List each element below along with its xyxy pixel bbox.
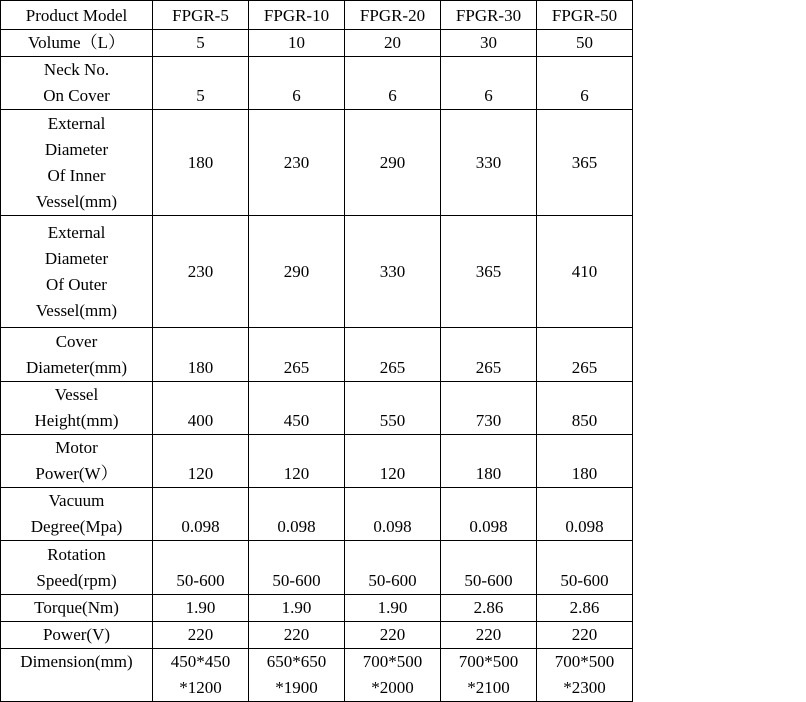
table-cell: 265	[345, 328, 441, 382]
table-cell: 220	[345, 622, 441, 649]
table-cell: 5	[153, 57, 249, 110]
table-cell: 2.86	[441, 595, 537, 622]
table-row	[1, 435, 633, 488]
table-cell: 450*450 *1200	[153, 649, 249, 702]
table-cell: 700*500 *2100	[441, 649, 537, 702]
header-cell-model: FPGR-10	[249, 1, 345, 30]
table-cell: 2.86	[537, 595, 633, 622]
table-cell: 0.098	[249, 488, 345, 541]
header-row	[1, 1, 633, 30]
table-cell: 330	[345, 216, 441, 328]
header-cell-model: FPGR-30	[441, 1, 537, 30]
table-cell: 220	[249, 622, 345, 649]
table-cell: 230	[153, 216, 249, 328]
table-cell: 180	[441, 435, 537, 488]
table-row	[1, 216, 633, 328]
table-row	[1, 488, 633, 541]
table-cell: 50-600	[153, 541, 249, 595]
table-cell: 5	[153, 30, 249, 57]
row-label: Dimension(mm)	[1, 649, 153, 702]
table-cell: 1.90	[153, 595, 249, 622]
table-cell: 410	[537, 216, 633, 328]
table-cell: 50-600	[345, 541, 441, 595]
table-cell: 230	[249, 110, 345, 216]
table-cell: 6	[441, 57, 537, 110]
row-label: External Diameter Of Inner Vessel(mm)	[1, 110, 153, 216]
header-cell-model: FPGR-50	[537, 1, 633, 30]
table-cell: 550	[345, 382, 441, 435]
table-cell: 50-600	[537, 541, 633, 595]
table-cell: 220	[441, 622, 537, 649]
header-cell-model: FPGR-5	[153, 1, 249, 30]
table-cell: 0.098	[153, 488, 249, 541]
table-row	[1, 328, 633, 382]
row-label: Vessel Height(mm)	[1, 382, 153, 435]
table-row	[1, 57, 633, 110]
table-cell: 265	[537, 328, 633, 382]
table-cell: 650*650 *1900	[249, 649, 345, 702]
table-cell: 290	[345, 110, 441, 216]
table-cell: 0.098	[537, 488, 633, 541]
table-cell: 6	[249, 57, 345, 110]
table-cell: 700*500 *2300	[537, 649, 633, 702]
table-cell: 365	[537, 110, 633, 216]
header-cell-model: FPGR-20	[345, 1, 441, 30]
row-label: External Diameter Of Outer Vessel(mm)	[1, 216, 153, 328]
table-row	[1, 622, 633, 649]
table-cell: 20	[345, 30, 441, 57]
table-cell: 450	[249, 382, 345, 435]
row-label: Volume（L）	[1, 30, 153, 57]
row-label: Motor Power(W）	[1, 435, 153, 488]
table-cell: 265	[249, 328, 345, 382]
table-cell: 730	[441, 382, 537, 435]
table-cell: 120	[153, 435, 249, 488]
table-cell: 30	[441, 30, 537, 57]
table-cell: 0.098	[345, 488, 441, 541]
table-cell: 700*500 *2000	[345, 649, 441, 702]
table-cell: 400	[153, 382, 249, 435]
row-label: Power(V)	[1, 622, 153, 649]
table-cell: 365	[441, 216, 537, 328]
table-cell: 6	[345, 57, 441, 110]
row-label: Rotation Speed(rpm)	[1, 541, 153, 595]
table-cell: 6	[537, 57, 633, 110]
table-cell: 50-600	[441, 541, 537, 595]
row-label: Vacuum Degree(Mpa)	[1, 488, 153, 541]
table-cell: 0.098	[441, 488, 537, 541]
table-cell: 850	[537, 382, 633, 435]
table-cell: 1.90	[345, 595, 441, 622]
table-cell: 120	[249, 435, 345, 488]
table-cell: 220	[153, 622, 249, 649]
table-row	[1, 541, 633, 595]
table-cell: 50-600	[249, 541, 345, 595]
header-cell-product-model: Product Model	[1, 1, 153, 30]
table-row	[1, 595, 633, 622]
table-cell: 180	[153, 328, 249, 382]
table-cell: 50	[537, 30, 633, 57]
table-cell: 290	[249, 216, 345, 328]
table-row	[1, 649, 633, 702]
table-cell: 1.90	[249, 595, 345, 622]
table-cell: 180	[537, 435, 633, 488]
row-label: Torque(Nm)	[1, 595, 153, 622]
table-cell: 180	[153, 110, 249, 216]
table-cell: 220	[537, 622, 633, 649]
table-row	[1, 110, 633, 216]
row-label: Neck No. On Cover	[1, 57, 153, 110]
table-cell: 10	[249, 30, 345, 57]
table-row	[1, 382, 633, 435]
table-row	[1, 30, 633, 57]
table-cell: 265	[441, 328, 537, 382]
table-cell: 120	[345, 435, 441, 488]
row-label: Cover Diameter(mm)	[1, 328, 153, 382]
table-cell: 330	[441, 110, 537, 216]
